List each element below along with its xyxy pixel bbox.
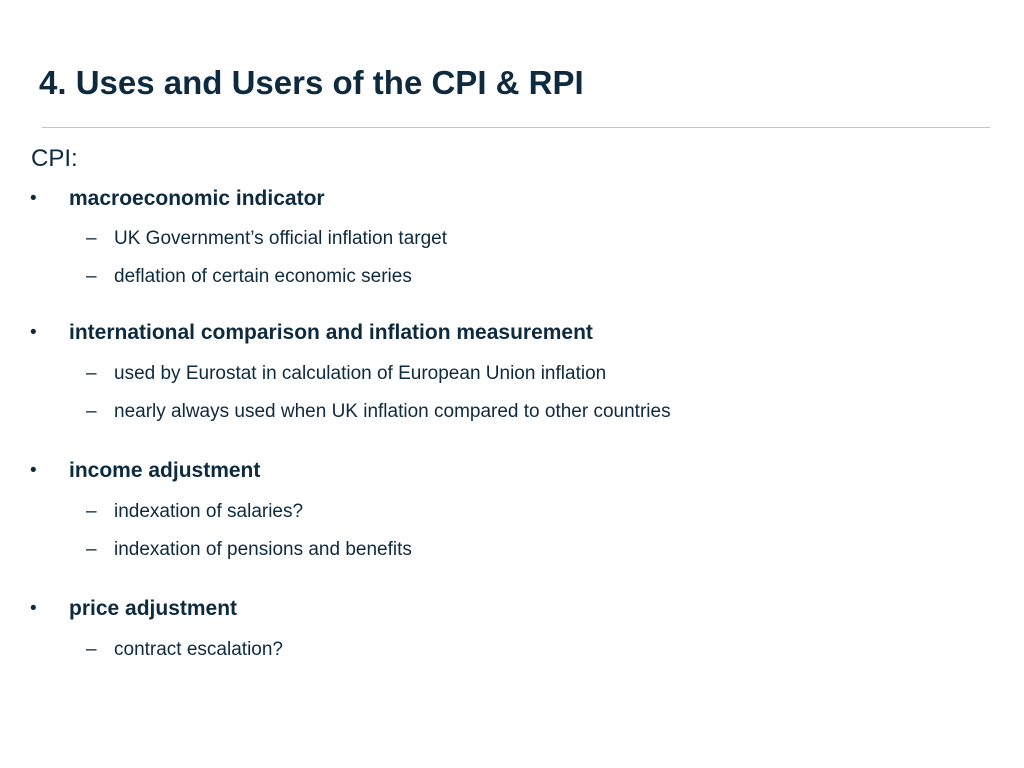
dash-icon: – bbox=[86, 501, 97, 522]
sub-item-text: deflation of certain economic series bbox=[114, 266, 412, 287]
bullet-dot-icon: • bbox=[30, 598, 37, 619]
bullet-item bbox=[0, 594, 1024, 624]
sub-item-text: indexation of pensions and benefits bbox=[114, 539, 412, 560]
bullet-item bbox=[0, 456, 1024, 486]
dash-icon: – bbox=[86, 266, 97, 287]
bullet-text: macroeconomic indicator bbox=[69, 187, 325, 210]
dash-icon: – bbox=[86, 539, 97, 560]
sub-item-text: UK Government’s official inflation target bbox=[114, 228, 448, 249]
sub-item bbox=[0, 537, 1024, 563]
dash-icon: – bbox=[86, 228, 97, 249]
dash-icon: – bbox=[86, 401, 97, 422]
sub-item-text: contract escalation? bbox=[114, 639, 283, 660]
section-label: CPI: bbox=[31, 145, 78, 172]
slide-title: 4. Uses and Users of the CPI & RPI bbox=[39, 64, 584, 101]
sub-item-text: used by Eurostat in calculation of European Union inflation bbox=[114, 363, 607, 384]
dash-icon: – bbox=[86, 363, 97, 384]
bullet-text: income adjustment bbox=[69, 459, 261, 482]
sub-item bbox=[0, 499, 1024, 525]
dash-icon: – bbox=[86, 639, 97, 660]
sub-item bbox=[0, 264, 1024, 290]
sub-item bbox=[0, 226, 1024, 252]
bullet-item bbox=[0, 184, 1024, 214]
sub-item-text: indexation of salaries? bbox=[114, 501, 304, 522]
bullet-dot-icon: • bbox=[30, 460, 37, 481]
bullet-dot-icon: • bbox=[30, 188, 37, 209]
bullet-dot-icon: • bbox=[30, 322, 37, 343]
bullet-text: price adjustment bbox=[69, 597, 238, 620]
bullet-text: international comparison and inflation measurement bbox=[69, 321, 593, 344]
title-rule bbox=[42, 127, 990, 128]
sub-item bbox=[0, 399, 1024, 425]
sub-item-text: nearly always used when UK inflation compared to other countries bbox=[114, 401, 671, 422]
bullet-item bbox=[0, 318, 1024, 348]
sub-item bbox=[0, 637, 1024, 663]
sub-item bbox=[0, 361, 1024, 387]
